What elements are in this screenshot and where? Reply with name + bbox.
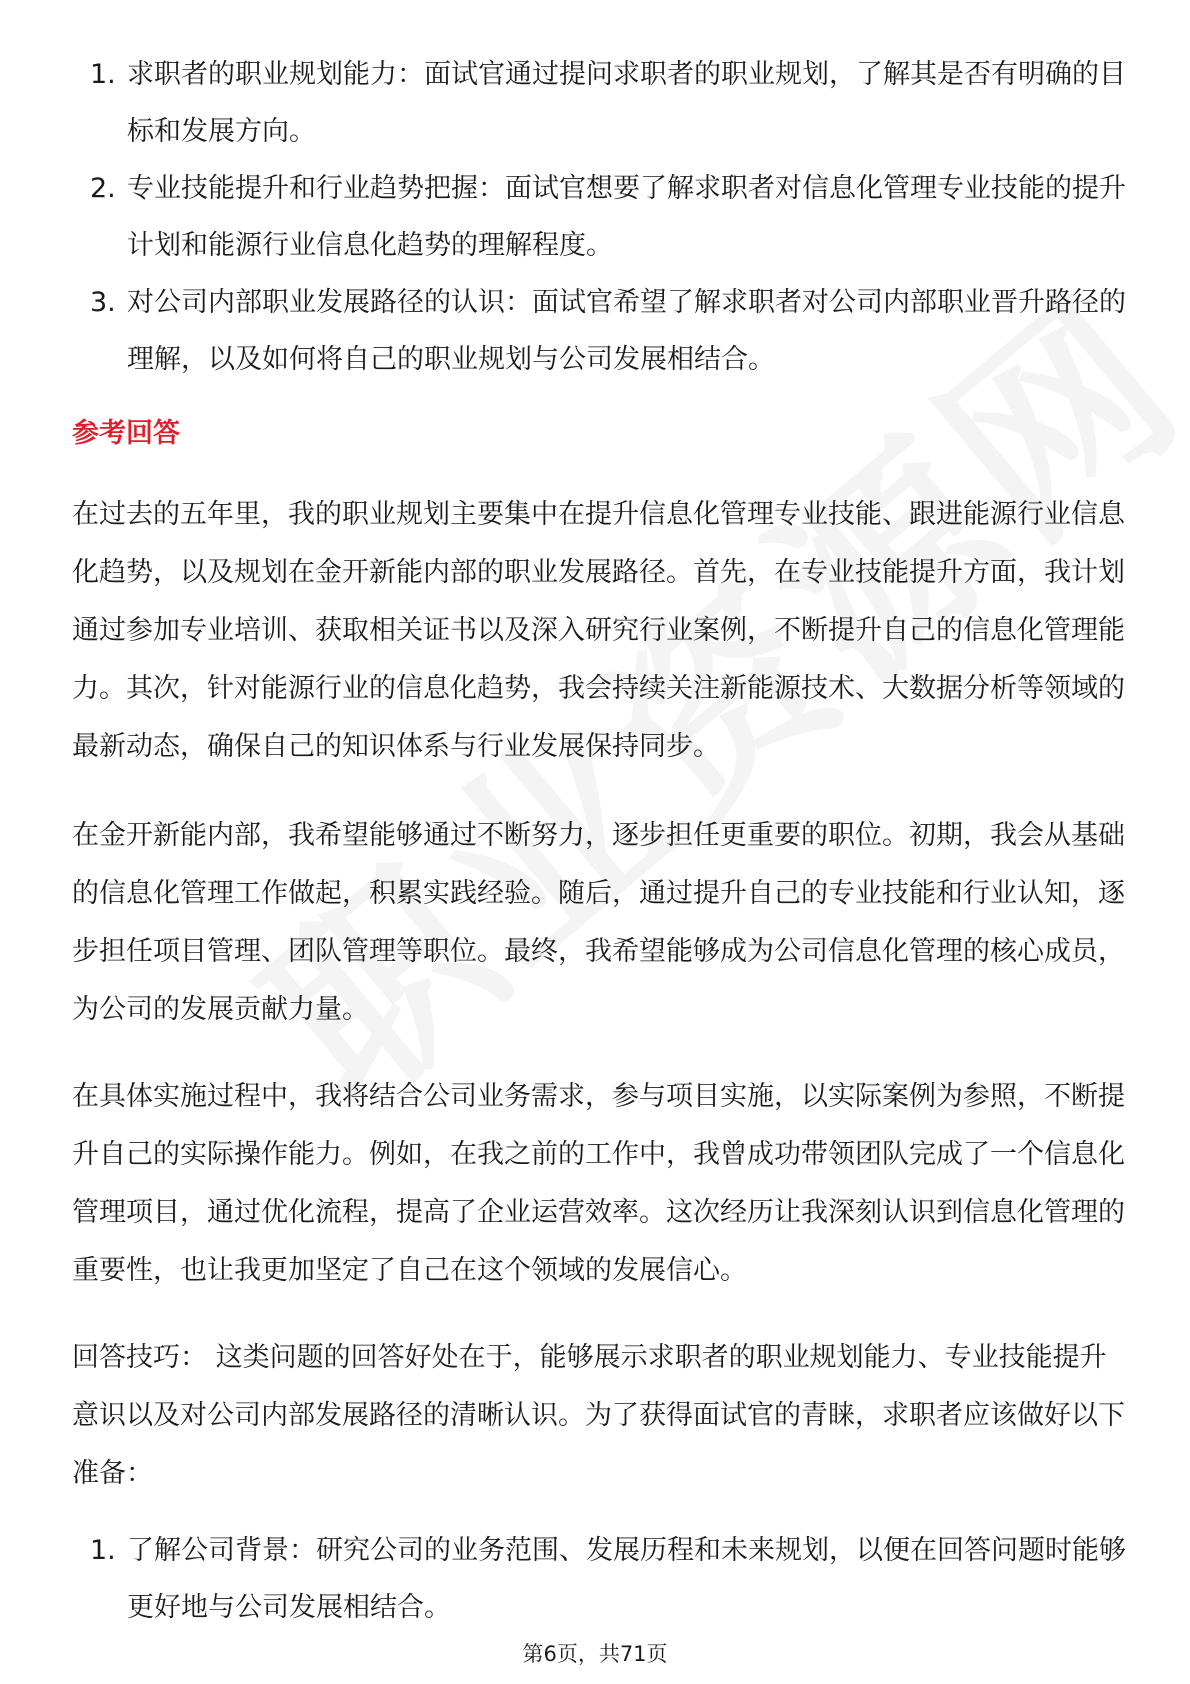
preparation-list: [72, 1522, 1132, 1636]
list-item: [72, 1522, 1132, 1636]
list-number: 2.: [90, 173, 116, 204]
answer-paragraph: 在金开新能内部，我希望能够通过不断努力，逐步担任更重要的职位。初期，我会从基础的信息化管理工作做起，积累实践经验。随后，通过提升自己的专业技能和行业认知，逐步担任项目管理、团队管理等职位。最终，我希望能够成为公司信息化管理的核心成员，为公司的发展贡献力量。: [72, 820, 1125, 1025]
section-heading: 参考回答: [72, 418, 180, 449]
list-item-text: 对公司内部职业发展路径的认识：面试官希望了解求职者对公司内部职业晋升路径的理解，以及如何将自己的职业规划与公司发展相结合。: [127, 287, 1126, 375]
list-item: [72, 46, 1132, 160]
criteria-list: [72, 46, 1132, 388]
list-item: [72, 274, 1132, 388]
list-item-text: 求职者的职业规划能力：面试官通过提问求职者的职业规划，了解其是否有明确的目标和发展方向。: [127, 59, 1126, 147]
list-item-text: 了解公司背景：研究公司的业务范围、发展历程和未来规划，以便在回答问题时能够更好地与公司发展相结合。: [127, 1535, 1126, 1623]
list-item: [72, 160, 1132, 274]
list-item-text: 专业技能提升和行业趋势把握：面试官想要了解求职者对信息化管理专业技能的提升计划和能源行业信息化趋势的理解程度。: [127, 173, 1126, 261]
list-number: 1.: [90, 1535, 116, 1566]
list-number: 3.: [90, 287, 116, 318]
answer-paragraph: 在具体实施过程中，我将结合公司业务需求，参与项目实施，以实际案例为参照，不断提升自己的实际操作能力。例如，在我之前的工作中，我曾成功带领团队完成了一个信息化管理项目，通过优化流程，提高了企业运营效率。这次经历让我深刻认识到信息化管理的重要性，也让我更加坚定了自己在这个领域的发展信心。: [72, 1081, 1125, 1286]
list-number: 1.: [90, 59, 116, 90]
answer-paragraph: 在过去的五年里，我的职业规划主要集中在提升信息化管理专业技能、跟进能源行业信息化趋势，以及规划在金开新能内部的职业发展路径。首先，在专业技能提升方面，我计划通过参加专业培训、获取相关证书以及深入研究行业案例，不断提升自己的信息化管理能力。其次，针对能源行业的信息化趋势，我会持续关注新能源技术、大数据分析等领域的最新动态，确保自己的知识体系与行业发展保持同步。: [72, 499, 1125, 762]
page-number: 第6页，共71页: [522, 1642, 668, 1666]
tips-paragraph: 回答技巧： 这类问题的回答好处在于，能够展示求职者的职业规划能力、专业技能提升意识以及对公司内部发展路径的清晰认识。为了获得面试官的青睐，求职者应该做好以下准备：: [72, 1342, 1125, 1489]
